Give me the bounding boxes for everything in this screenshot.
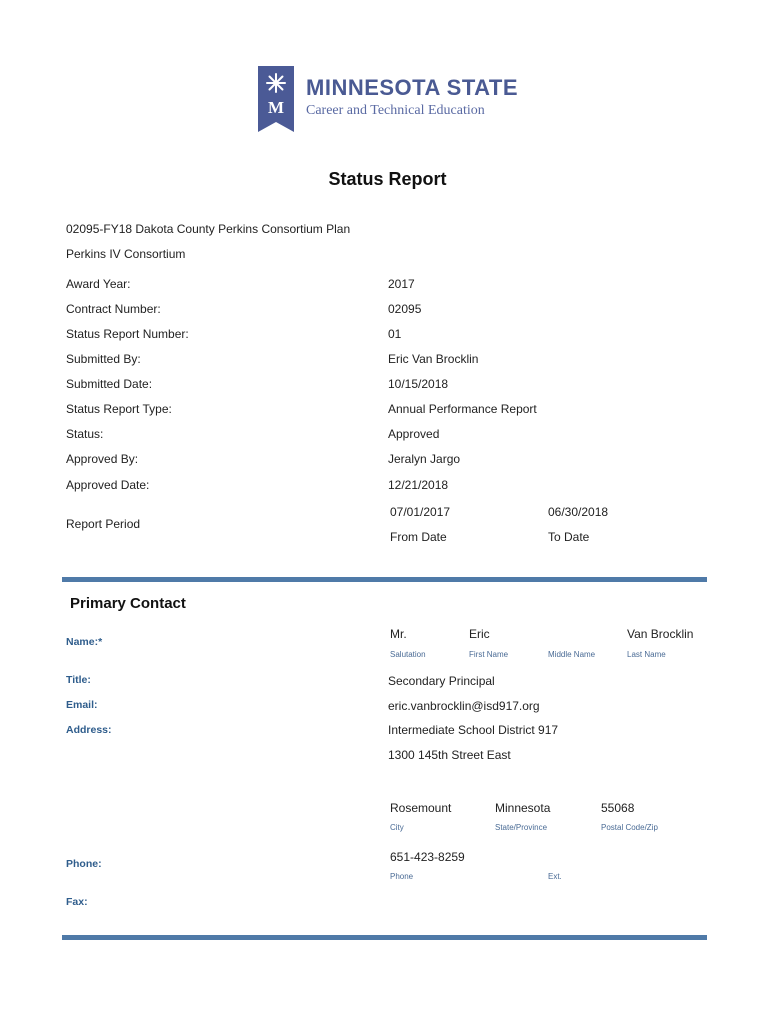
field-value: 01 (388, 327, 402, 341)
name-label: Name:* (66, 636, 103, 648)
phone-caption: Phone (390, 872, 414, 881)
field-value: 10/15/2018 (388, 377, 449, 391)
field-label: Submitted Date: (66, 377, 153, 391)
email-label: Email: (66, 699, 98, 711)
logo (258, 66, 518, 132)
section-divider-top (62, 577, 707, 582)
zip-caption: Postal Code/Zip (601, 823, 658, 832)
fax-label: Fax: (66, 896, 88, 908)
logo-subtitle: Career and Technical Education (306, 103, 485, 118)
last-name-value: Van Brocklin (627, 627, 694, 641)
address-line1: Intermediate School District 917 (388, 723, 559, 737)
field-label: Approved Date: (66, 478, 150, 492)
field-value: Annual Performance Report (388, 402, 537, 416)
city-value: Rosemount (390, 801, 452, 815)
svg-text:M: M (267, 98, 285, 117)
field-value: Approved (388, 427, 440, 441)
plan-type: Perkins IV Consortium (66, 247, 186, 261)
title-label: Title: (66, 674, 91, 686)
field-value: 2017 (388, 277, 415, 291)
salutation-value: Mr. (390, 627, 407, 641)
primary-contact-heading: Primary Contact (70, 595, 186, 612)
field-label: Status: (66, 427, 104, 441)
city-caption: City (390, 823, 404, 832)
to-date-caption: To Date (548, 530, 590, 544)
title-value: Secondary Principal (388, 674, 495, 688)
from-date-caption: From Date (390, 530, 447, 544)
address-line2: 1300 145th Street East (388, 748, 511, 762)
phone-label: Phone: (66, 858, 102, 870)
first-name-caption: First Name (469, 650, 509, 659)
to-date-value: 06/30/2018 (548, 505, 609, 519)
field-label: Award Year: (66, 277, 131, 291)
email-value: eric.vanbrocklin@isd917.org (388, 699, 540, 713)
from-date-value: 07/01/2017 (390, 505, 451, 519)
field-value: 12/21/2018 (388, 478, 449, 492)
plan-name: 02095-FY18 Dakota County Perkins Consortium Plan (66, 222, 351, 236)
minnesota-state-logo-icon (258, 66, 294, 132)
field-label: Submitted By: (66, 352, 141, 366)
section-divider-bottom (62, 935, 707, 940)
address-label: Address: (66, 724, 112, 736)
last-name-caption: Last Name (627, 650, 666, 659)
report-period-label: Report Period (66, 517, 141, 531)
field-value: 02095 (388, 302, 422, 316)
field-value: Eric Van Brocklin (388, 352, 479, 366)
middle-name-caption: Middle Name (548, 650, 596, 659)
field-label: Status Report Number: (66, 327, 189, 341)
field-label: Status Report Type: (66, 402, 172, 416)
zip-value: 55068 (601, 801, 635, 815)
first-name-value: Eric (469, 627, 490, 641)
field-label: Approved By: (66, 452, 139, 466)
state-value: Minnesota (495, 801, 551, 815)
salutation-caption: Salutation (390, 650, 426, 659)
state-caption: State/Province (495, 823, 548, 832)
phone-value: 651-423-8259 (390, 850, 465, 864)
field-label: Contract Number: (66, 302, 161, 316)
field-value: Jeralyn Jargo (388, 452, 461, 466)
page-title: Status Report (328, 169, 447, 189)
ext-caption: Ext. (548, 872, 562, 881)
logo-name: MINNESOTA STATE (306, 75, 519, 100)
